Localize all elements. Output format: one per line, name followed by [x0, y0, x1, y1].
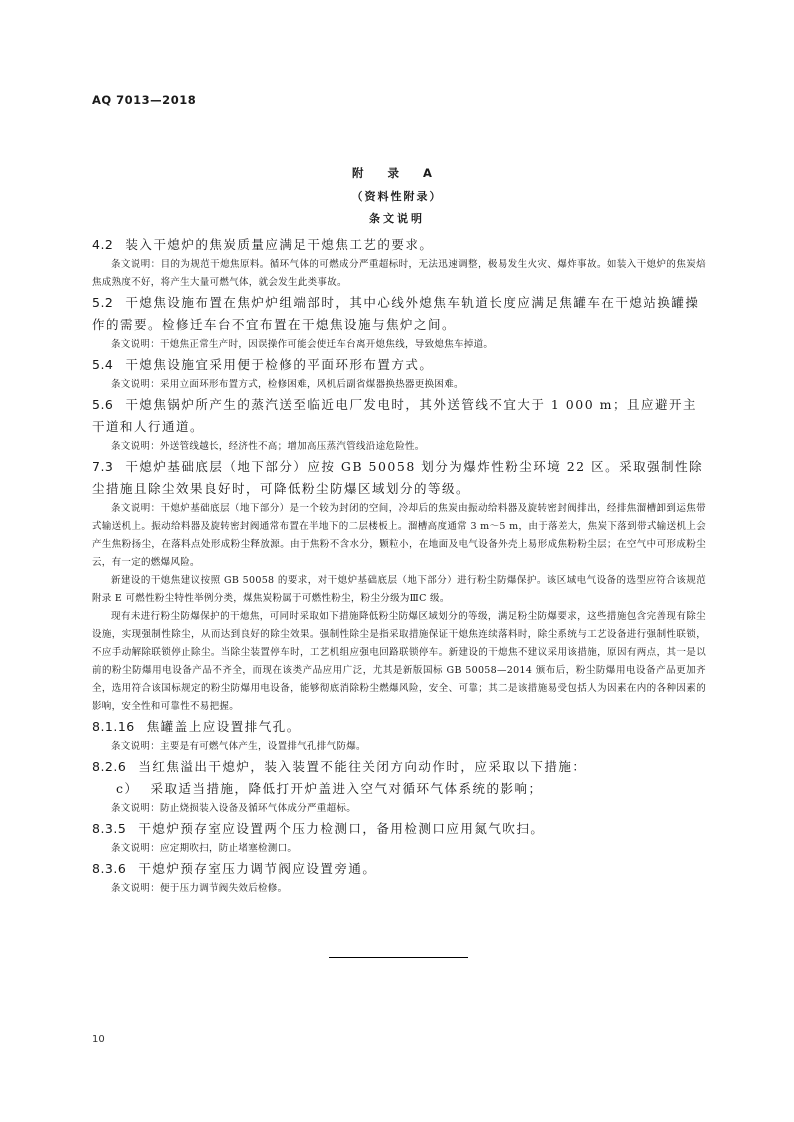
clause-explanation: 条文说明：便于压力调节阀失效后检修。	[111, 883, 288, 894]
clause-explanation: 条文说明：干熄炉基础底层（地下部分）是一个较为封闭的空间，冷却后的焦炭由振动给料器及旋转密封阀排出，经排焦溜槽卸到运焦带式输送机上。振动给料器及旋转密封阀通常布置在半地下的二层楼板上。溜槽高度通常 3 m～5 m，由于落差大，焦炭下落到带式输送机上会产生焦粉扬尘，在落料点处形成粉尘释放源。由于焦粉不含水分，颗粒小，在地面及电气设备外壳上易形成焦粉粉尘层；在空气中可形成粉尘云，有一定的燃爆风险。	[92, 503, 706, 568]
annex-title-block	[0, 162, 794, 229]
clause	[92, 394, 706, 438]
clause-text: 装入干熄炉的焦炭质量应满足干熄焦工艺的要求。	[125, 237, 434, 252]
clause-text: 干熄焦锅炉所产生的蒸汽送至临近电厂发电时，其外送管线不宜大于 1 000 m；且应避开主干道和人行通道。	[92, 397, 697, 434]
clause-number: 8.1.16	[92, 719, 135, 734]
clause	[92, 292, 706, 336]
clause-explanation: 新建设的干熄焦建议按照 GB 50058 的要求，对干熄炉基础底层（地下部分）进行粉尘防爆保护。该区域电气设备的选型应符合该规范附录 E 可燃性粉尘特性举例分类，煤焦炭粉属于可燃性粉尘，粉尘分级为ⅢC 级。	[92, 575, 706, 604]
clause-text: 干熄焦设施宜采用便于检修的平面环形布置方式。	[125, 357, 434, 372]
list-label: c）	[116, 781, 139, 796]
clause-number: 4.2	[92, 237, 114, 252]
clause-explanation: 条文说明：应定期吹扫，防止堵塞检测口。	[111, 843, 298, 854]
clause-explanation: 条文说明：主要是有可燃气体产生，设置排气孔排气防爆。	[111, 741, 366, 752]
clause-explanation: 条文说明：目的为规范干熄焦原料。循环气体的可燃成分严重超标时，无法迅速调整，极易发生火灾、爆炸事故。如装入干熄炉的焦炭焙焦成熟度不好，将产生大量可燃气体，就会发生此类事故。	[92, 259, 706, 288]
clause	[92, 716, 706, 738]
clause	[92, 858, 706, 880]
clause-number: 8.3.6	[92, 861, 127, 876]
clause	[92, 818, 706, 840]
clause-text: 干熄炉基础底层（地下部分）应按 GB 50058 划分为爆炸性粉尘环境 22 区。采取强制性除尘措施且除尘效果良好时，可降低粉尘防爆区域划分的等级。	[92, 459, 704, 496]
clause-explanation: 条文说明：采用立面环形布置方式，检修困难，风机后副省煤器换热器更换困难。	[111, 379, 464, 390]
clause-number: 5.6	[92, 397, 114, 412]
annex-type: （资料性附录）	[351, 190, 443, 203]
clause-text: 干熄焦设施布置在焦炉炉组端部时，其中心线外熄焦车轨道长度应满足焦罐车在干熄站换罐操作的需要。检修迁车台不宜布置在干熄焦设施与焦炉之间。	[92, 295, 700, 332]
clause-number: 5.4	[92, 357, 114, 372]
clause-explanation: 条文说明：防止烧损装入设备及循环气体成分严重超标。	[111, 803, 357, 814]
clause-number: 8.2.6	[92, 759, 127, 774]
clause-text: 当红焦溢出干熄炉，装入装置不能往关闭方向动作时，应采取以下措施：	[138, 759, 587, 774]
clause-list	[92, 234, 706, 898]
clause	[92, 354, 706, 376]
clause-number: 5.2	[92, 295, 114, 310]
clause-explanation: 条文说明：外送管线越长，经济性不高；增加高压蒸汽管线沿途危险性。	[111, 441, 425, 452]
clause	[92, 234, 706, 256]
clause-number: 8.3.5	[92, 821, 127, 836]
standard-code: AQ 7013—2018	[92, 93, 197, 107]
clause	[92, 456, 706, 500]
list-item	[92, 778, 706, 800]
end-line-divider	[329, 957, 468, 958]
clause-number: 7.3	[92, 459, 114, 474]
clause-text: 干熄炉预存室压力调节阀应设置旁通。	[138, 861, 377, 876]
clause	[92, 756, 706, 778]
annex-title: 附 录 A	[352, 166, 442, 180]
page-number: 10	[92, 1034, 105, 1045]
annex-subtitle: 条文说明	[369, 212, 425, 225]
clause-explanation: 条文说明：干熄焦正常生产时，因误操作可能会使迁车台离开熄焦线，导致熄焦车掉道。	[111, 339, 494, 350]
list-text: 采取适当措施，降低打开炉盖进入空气对循环气体系统的影响；	[150, 781, 543, 796]
clause-explanation: 现有未进行粉尘防爆保护的干熄焦，可同时采取如下措施降低粉尘防爆区域划分的等级，满足粉尘防爆要求，这些措施包含完善现有除尘设施，实现强制性除尘，从而达到良好的除尘效果。强制性除尘是指采取措施保证干熄焦连续落料时，除尘系统与工艺设备进行强制性联锁，不应手动解除联锁停止除尘。当除尘装置停车时，工艺机组应强电回路联锁停车。新建设的干熄焦不建议采用该措施，原因有两点，其一是以前的粉尘防爆用电设备产品不齐全，而现在该类产品应用广泛，尤其是新版国标 GB 50058—2014 颁布后，粉尘防爆用电设备产品更加齐全，选用符合该国标规定的粉尘防爆用电设备，能够彻底消除粉尘燃爆风险，安全、可靠；其二是该措施易受包括人为因素在内的各种因素的影响，安全性和可靠性不易把握。	[92, 611, 706, 712]
clause-text: 干熄炉预存室应设置两个压力检测口，备用检测口应用氮气吹扫。	[138, 821, 545, 836]
clause-text: 焦罐盖上应设置排气孔。	[146, 719, 301, 734]
